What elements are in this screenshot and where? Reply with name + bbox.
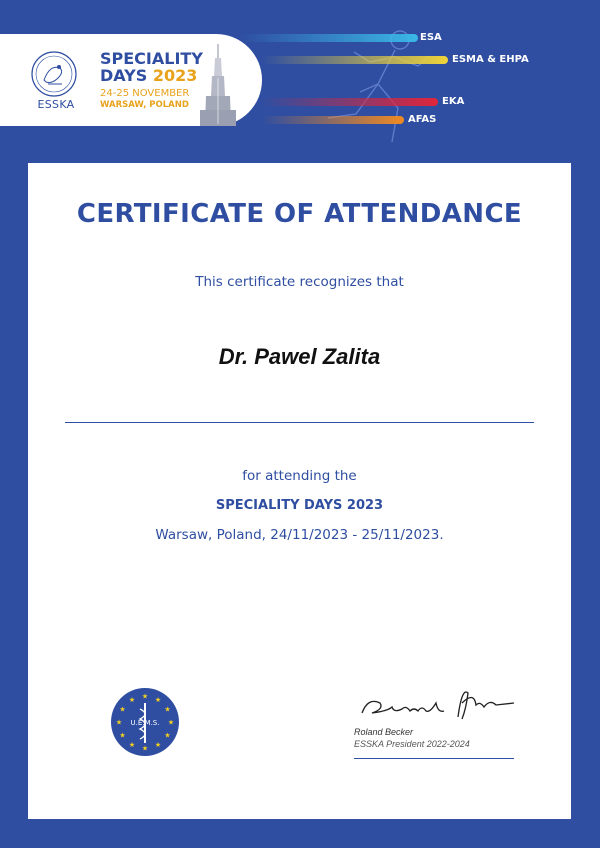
star-icon: ★ [119, 706, 126, 714]
event-name [100, 50, 210, 84]
recognizes-text: This certificate recognizes that [195, 274, 404, 290]
star-icon: ★ [154, 742, 162, 750]
event-title: SPECIALITY DAYS 2023 [215, 498, 384, 513]
event-location: WARSAW, POLAND [100, 100, 189, 110]
afas-stripe [262, 116, 404, 124]
afas-label: AFAS [408, 114, 437, 125]
esa-stripe [240, 34, 418, 42]
esma-ehpa-label: ESMA & EHPA [452, 54, 529, 65]
star-icon: ★ [128, 742, 136, 750]
header-banner [0, 34, 600, 126]
star-icon: ★ [141, 693, 149, 701]
uems-badge-icon [110, 687, 180, 757]
star-icon: ★ [115, 719, 123, 727]
eka-stripe [262, 98, 438, 106]
recipient-name: Dr. Pawel Zalita [218, 344, 381, 369]
eka-label: EKA [442, 96, 465, 107]
uems-badge-text: U.E.M.S. [130, 719, 160, 727]
name-underline [65, 422, 534, 423]
signature-icon [358, 683, 518, 731]
esma-ehpa-stripe [262, 56, 448, 64]
star-icon: ★ [164, 706, 171, 714]
signer-name: Roland Becker [354, 727, 414, 737]
star-icon: ★ [164, 732, 171, 740]
signer-role: ESSKA President 2022-2024 [354, 739, 470, 749]
star-icon: ★ [154, 696, 162, 704]
event-details: Warsaw, Poland, 24/11/2023 - 25/11/2023. [155, 527, 444, 543]
star-icon: ★ [128, 696, 136, 704]
certificate-card [28, 163, 571, 819]
certificate-title: CERTIFICATE OF ATTENDANCE [76, 199, 523, 229]
signature-line [354, 758, 514, 759]
esa-label: ESA [420, 32, 442, 43]
attending-text: for attending the [242, 468, 357, 484]
star-icon: ★ [119, 732, 126, 740]
event-name-line2: DAYS [100, 66, 148, 85]
organization-name: ESSKA [37, 98, 75, 111]
event-dates: 24-25 NOVEMBER [100, 88, 190, 99]
palace-of-culture-icon [200, 44, 236, 126]
star-icon: ★ [167, 719, 175, 727]
runner-silhouette-icon [300, 22, 450, 162]
event-logo-panel [0, 34, 262, 126]
esska-seal-icon [30, 50, 78, 98]
event-name-line1: SPECIALITY [100, 49, 203, 68]
star-icon: ★ [141, 745, 149, 753]
event-year: 2023 [152, 66, 198, 85]
